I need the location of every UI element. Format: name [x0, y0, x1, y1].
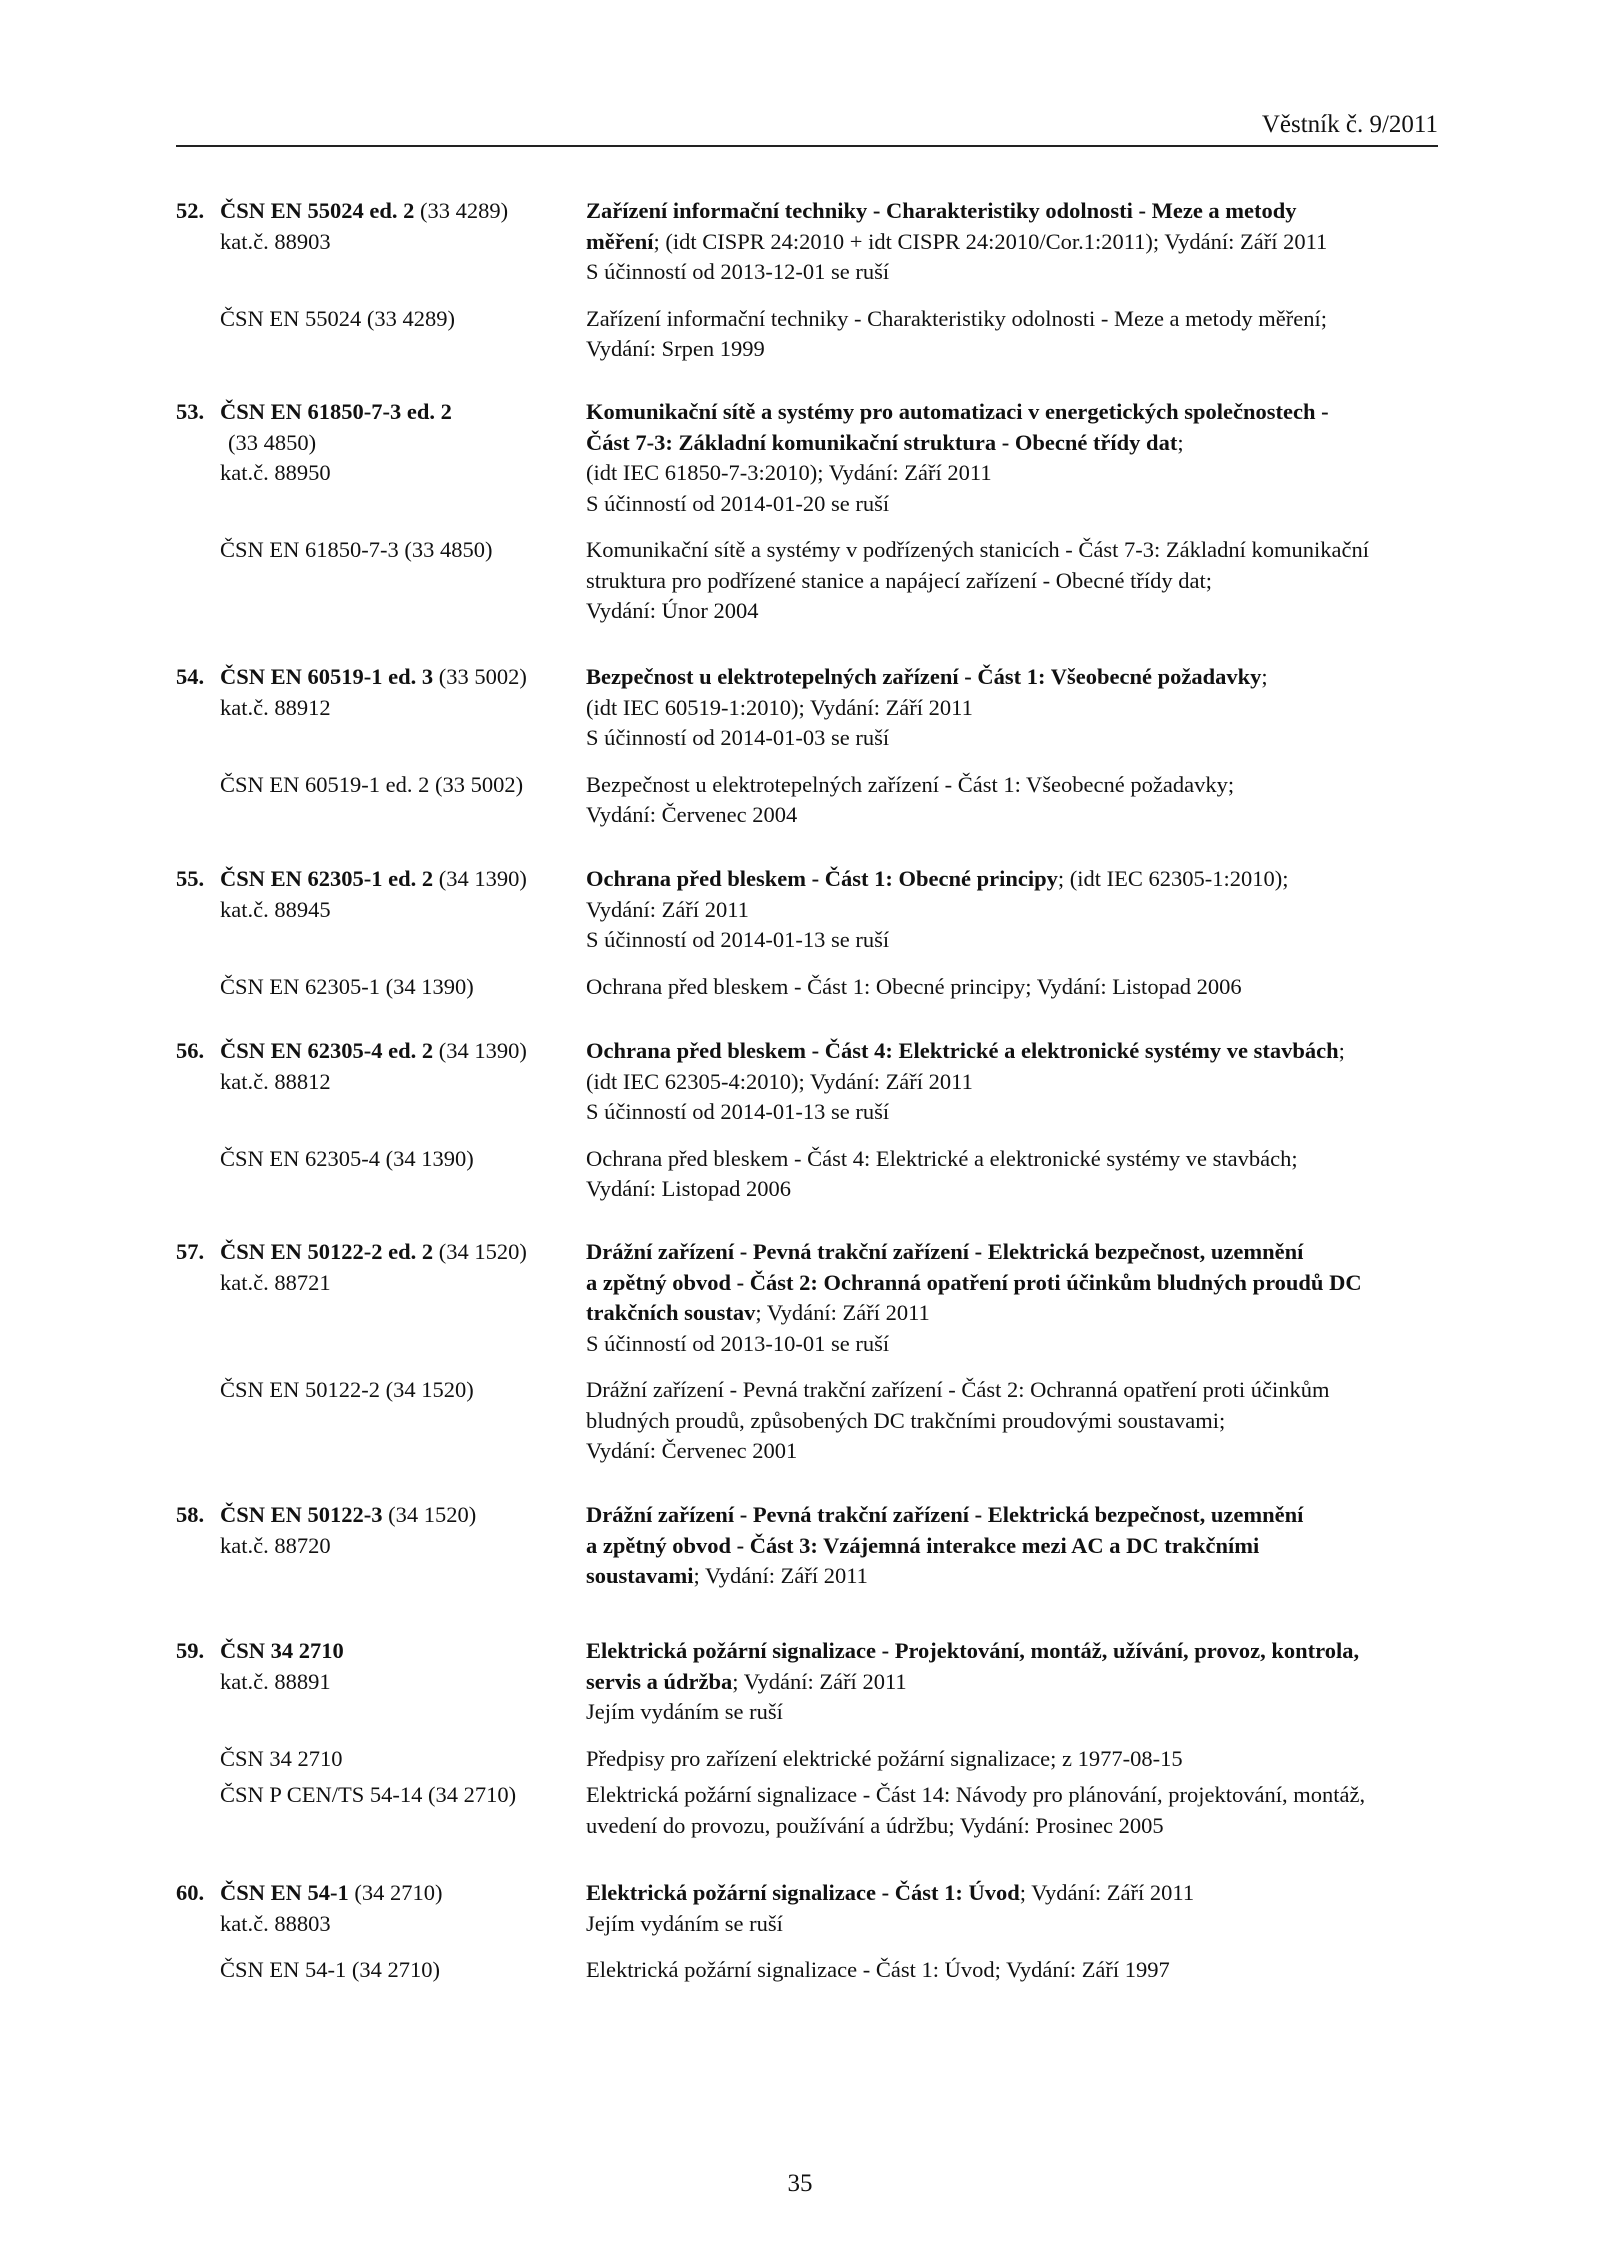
- replaced-standard-code: ČSN EN 62305-4 (34 1390): [220, 1145, 474, 1171]
- entry-52: 52. ČSN EN 55024 ed. 2 (33 4289) kat.č. 88903 Zařízení informační techniky - Charakteristiky odolnosti - Meze a metody měření; (idt CISPR 24:2010 + idt CISPR 24:2010/Cor.1:2011); Vydání: Září 2011 S účinností od 2013-12-01 se ruší ČSN EN 55024 (33 4289) Zařízení informační techniky - Charakteristiky odolnosti - Meze a metody měření; Vydání: Srpen 1999: [176, 196, 1438, 365]
- validity-note: Jejím vydáním se ruší: [586, 1699, 783, 1724]
- replaced-standard-title: Ochrana před bleskem - Část 1: Obecné principy; Vydání: Listopad 2006: [586, 973, 1242, 999]
- standard-code: ČSN EN 61850-7-3 ed. 2: [220, 399, 452, 424]
- standard-title: Zařízení informační techniky - Charakteristiky odolnosti - Meze a metody: [586, 198, 1297, 223]
- replaced-standard-code: ČSN 34 2710: [220, 1745, 343, 1771]
- standard-title: Ochrana před bleskem - Část 1: Obecné principy: [586, 866, 1058, 891]
- standard-title: Ochrana před bleskem - Část 4: Elektrické a elektronické systémy ve stavbách: [586, 1038, 1339, 1063]
- page-number: 35: [787, 2170, 813, 2197]
- validity-note: S účinností od 2013-10-01 se ruší: [586, 1330, 890, 1356]
- catalog-number: kat.č. 88720: [220, 1532, 331, 1558]
- replaced-standard-title: Komunikační sítě a systémy v podřízených stanicích - Část 7-3: Základní komunikační: [586, 537, 1369, 562]
- entry-60: 60. ČSN EN 54-1 (34 2710) kat.č. 88803 Elektrická požární signalizace - Část 1: Úvod; Vydání: Září 2011 Jejím vydáním se ruší ČSN EN 54-1 (34 2710) Elektrická požární signalizace - Část 1: Úvod; Vydání: Září 1997: [176, 1878, 1438, 1986]
- entry-number: 58.: [176, 1502, 205, 1527]
- validity-note: S účinností od 2014-01-13 se ruší: [586, 1099, 890, 1124]
- standard-code: ČSN EN 50122-2 ed. 2: [220, 1239, 434, 1264]
- catalog-number: kat.č. 88950: [220, 460, 331, 485]
- standard-code: ČSN EN 54-1: [220, 1880, 349, 1905]
- catalog-number: kat.č. 88803: [220, 1910, 331, 1936]
- standard-title: Drážní zařízení - Pevná trakční zařízení - Elektrická bezpečnost, uzemnění: [586, 1239, 1304, 1264]
- replaced-standard-code: ČSN EN 62305-1 (34 1390): [220, 973, 474, 999]
- catalog-number: kat.č. 88903: [220, 228, 331, 254]
- entry-57: 57. ČSN EN 50122-2 ed. 2 (34 1520) kat.č. 88721 Drážní zařízení - Pevná trakční zařízení - Elektrická bezpečnost, uzemnění a zpětný obvod - Část 2: Ochranná opatření proti účinkům bludných proudů DC trakčních soustav; Vydání: Září 2011 S účinností od 2013-10-01 se ruší ČSN EN 50122-2 (34 1520) Drážní zařízení - Pevná trakční zařízení - Část 2: Ochranná opatření proti účinkům bludných proudů, způsobených DC trakčními proudovými soustavami; Vydání: Červenec 2001: [176, 1237, 1438, 1467]
- standard-title: Komunikační sítě a systémy pro automatizaci v energetických společnostech -: [586, 399, 1329, 424]
- entry-53: 53. ČSN EN 61850-7-3 ed. 2 (33 4850) kat.č. 88950 Komunikační sítě a systémy pro automatizaci v energetických společnostech - Část 7-3: Základní komunikační struktura - Obecné třídy dat; (idt IEC 61850-7-3:2010); Vydání: Září 2011 S účinností od 2014-01-20 se ruší ČSN EN 61850-7-3 (33 4850) Komunikační sítě a systémy v podřízených stanicích - Část 7-3: Základní komunikační struktura pro podřízené stanice a napájecí zařízení - Obecné třídy dat; Vydání: Únor 2004: [176, 397, 1438, 627]
- replaced-standard-title: Bezpečnost u elektrotepelných zařízení - Část 1: Všeobecné požadavky;: [586, 771, 1235, 797]
- entry-number: 60.: [176, 1880, 205, 1905]
- validity-note: S účinností od 2013-12-01 se ruší: [586, 259, 890, 284]
- standard-title: Elektrická požární signalizace - Část 1: Úvod: [586, 1880, 1020, 1905]
- standard-code: ČSN EN 55024 ed. 2: [220, 198, 415, 223]
- header-rule: [176, 145, 1438, 147]
- journal-issue-title: Věstník č. 9/2011: [1261, 111, 1438, 138]
- standard-code: ČSN EN 62305-4 ed. 2: [220, 1038, 434, 1063]
- catalog-number: kat.č. 88721: [220, 1269, 331, 1295]
- entry-number: 56.: [176, 1038, 205, 1063]
- catalog-number: kat.č. 88891: [220, 1668, 331, 1694]
- standard-code: ČSN EN 60519-1 ed. 3: [220, 664, 434, 689]
- entry-54: 54. ČSN EN 60519-1 ed. 3 (33 5002) kat.č. 88912 Bezpečnost u elektrotepelných zařízení - Část 1: Všeobecné požadavky; (idt IEC 60519-1:2010); Vydání: Září 2011 S účinností od 2014-01-03 se ruší ČSN EN 60519-1 ed. 2 (33 5002) Bezpečnost u elektrotepelných zařízení - Část 1: Všeobecné požadavky; Vydání: Červenec 2004: [176, 662, 1438, 831]
- entry-58: 58. ČSN EN 50122-3 (34 1520) kat.č. 88720 Drážní zařízení - Pevná trakční zařízení - Elektrická bezpečnost, uzemnění a zpětný obvod - Část 3: Vzájemná interakce mezi AC a DC trakčními soustavami; Vydání: Září 2011: [176, 1502, 1304, 1588]
- replaced-standard-code-2: ČSN P CEN/TS 54-14 (34 2710): [220, 1782, 517, 1807]
- replaced-standard-code: ČSN EN 55024 (33 4289): [220, 305, 455, 331]
- replaced-standard-title: Elektrická požární signalizace - Část 1: Úvod; Vydání: Září 1997: [586, 1957, 1170, 1982]
- catalog-number: kat.č. 88812: [220, 1068, 331, 1094]
- entry-number: 59.: [176, 1638, 205, 1663]
- standard-title: Drážní zařízení - Pevná trakční zařízení - Elektrická bezpečnost, uzemnění: [586, 1502, 1304, 1527]
- replaced-standard-code: ČSN EN 54-1 (34 2710): [220, 1957, 440, 1982]
- catalog-number: kat.č. 88912: [220, 694, 331, 720]
- standard-title: Elektrická požární signalizace - Projektování, montáž, užívání, provoz, kontrola,: [586, 1638, 1360, 1663]
- replaced-standard-title: Předpisy pro zařízení elektrické požární signalizace; z 1977-08-15: [586, 1745, 1183, 1771]
- validity-note: Jejím vydáním se ruší: [586, 1910, 783, 1936]
- standard-code: ČSN EN 50122-3: [220, 1502, 383, 1527]
- standard-code: ČSN EN 62305-1 ed. 2: [220, 866, 434, 891]
- entry-55: 55. ČSN EN 62305-1 ed. 2 (34 1390) kat.č. 88945 Ochrana před bleskem - Část 1: Obecné principy; (idt IEC 62305-1:2010); Vydání: Září 2011 S účinností od 2014-01-13 se ruší ČSN EN 62305-1 (34 1390) Ochrana před bleskem - Část 1: Obecné principy; Vydání: Listopad 2006: [176, 864, 1438, 1002]
- replaced-standard-code: ČSN EN 61850-7-3 (33 4850): [220, 537, 493, 562]
- entry-59: 59. ČSN 34 2710 kat.č. 88891 Elektrická požární signalizace - Projektování, montáž, užívání, provoz, kontrola, servis a údržba; Vydání: Září 2011 Jejím vydáním se ruší ČSN 34 2710 Předpisy pro zařízení elektrické požární signalizace; z 1977-08-15 ČSN P CEN/TS 54-14 (34 2710) Elektrická požární signalizace - Část 14: Návody pro plánování, projektování, montáž, uvedení do provozu, používání a údržbu; Vydání: Prosinec 2005: [176, 1636, 1438, 1841]
- validity-note: S účinností od 2014-01-13 se ruší: [586, 927, 890, 952]
- catalog-number: kat.č. 88945: [220, 896, 331, 922]
- replaced-standard-title: Ochrana před bleskem - Část 4: Elektrické a elektronické systémy ve stavbách;: [586, 1145, 1298, 1171]
- entry-56: 56. ČSN EN 62305-4 ed. 2 (34 1390) kat.č. 88812 Ochrana před bleskem - Část 4: Elektrické a elektronické systémy ve stavbách; (idt IEC 62305-4:2010); Vydání: Září 2011 S účinností od 2014-01-13 se ruší ČSN EN 62305-4 (34 1390) Ochrana před bleskem - Část 4: Elektrické a elektronické systémy ve stavbách; Vydání: Listopad 2006: [176, 1036, 1438, 1205]
- standard-code: ČSN 34 2710: [220, 1638, 344, 1663]
- validity-note: S účinností od 2014-01-20 se ruší: [586, 490, 890, 516]
- entry-number: 52.: [176, 198, 205, 223]
- entry-number: 55.: [176, 866, 205, 891]
- standard-title: Bezpečnost u elektrotepelných zařízení - Část 1: Všeobecné požadavky: [586, 664, 1262, 689]
- replaced-standard-title: Zařízení informační techniky - Charakteristiky odolnosti - Meze a metody měření;: [586, 305, 1328, 331]
- validity-note: S účinností od 2014-01-03 se ruší: [586, 725, 890, 750]
- entry-number: 53.: [176, 399, 205, 424]
- entry-number: 54.: [176, 664, 205, 689]
- replaced-standard-code: ČSN EN 60519-1 ed. 2 (33 5002): [220, 771, 524, 797]
- replaced-standard-code: ČSN EN 50122-2 (34 1520): [220, 1377, 474, 1402]
- replaced-standard-title-2: Elektrická požární signalizace - Část 14: Návody pro plánování, projektování, montáž,: [586, 1782, 1366, 1807]
- entry-number: 57.: [176, 1239, 205, 1264]
- replaced-standard-title: Drážní zařízení - Pevná trakční zařízení - Část 2: Ochranná opatření proti účinkům: [586, 1377, 1330, 1402]
